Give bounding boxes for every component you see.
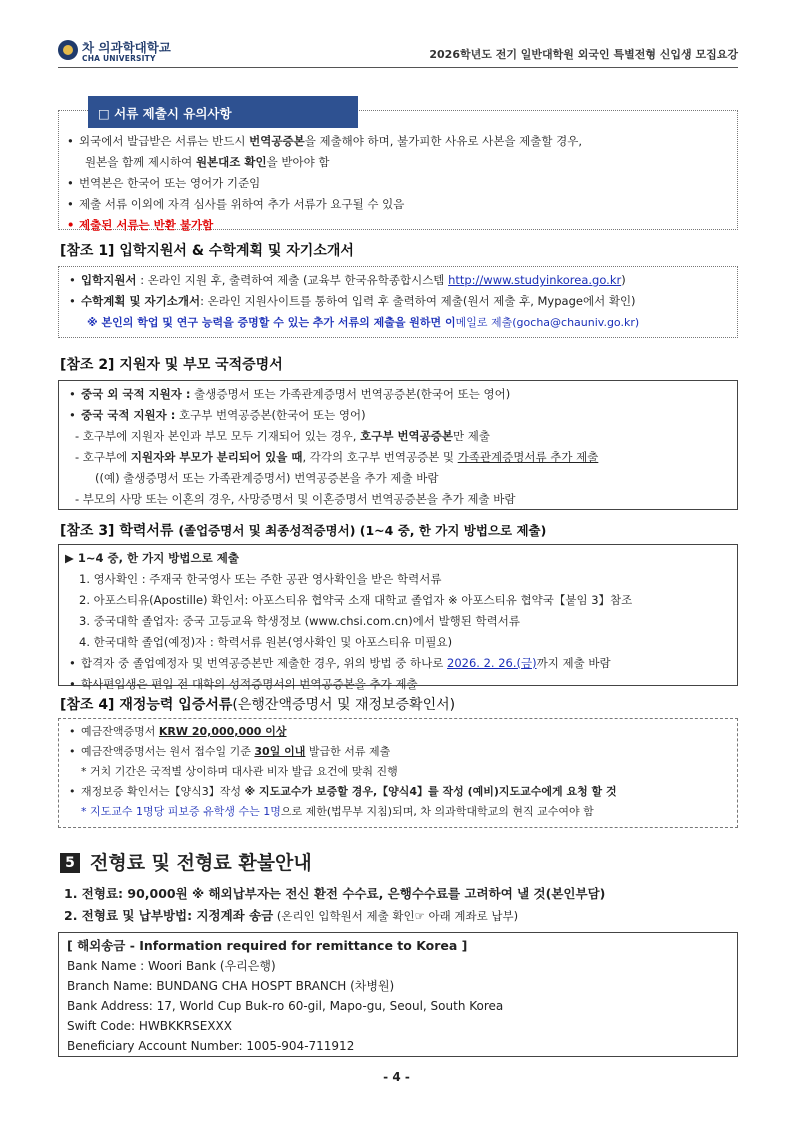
section-number-badge: 5	[60, 853, 80, 873]
notice-box	[58, 110, 738, 230]
notice-item: • 외국에서 발급받은 서류는 반드시 번역공증본을 제출해야 하며, 불가피한 사유로 사본을 제출할 경우,	[63, 131, 737, 152]
ref2-sub: - 호구부에 지원자와 부모가 분리되어 있을 때, 각각의 호구부 번역공증본 및 가족관계증명서류 추가 제출	[75, 450, 599, 464]
ref3-box	[58, 544, 738, 691]
ref2-sub: - 부모의 사망 또는 이혼의 경우, 사망증명서 및 이혼증명서 번역공증본을 추가 제출 바람	[75, 492, 516, 506]
ref2-sub: ((예) 출생증명서 또는 가족관계증명서) 번역공증본을 추가 제출 바람	[95, 471, 439, 485]
swift-code: Swift Code: HWBKKRSEXXX	[67, 1019, 232, 1033]
bank-info-box	[58, 932, 738, 1057]
brand-name-ko: 차 의과학대학교	[82, 40, 171, 55]
ref3-title: [참조 3] 학력서류 (졸업증명서 및 최종성적증명서) (1~4 중, 한 가지 방법으로 제출)	[60, 523, 547, 539]
ref1-item: • 수학계획 및 자기소개서: 온라인 지원사이트를 통하여 입력 후 출력하여 제출(원서 제출 후, Mypage에서 확인)	[65, 291, 731, 312]
ref3-method: 2. 아포스티유(Apostille) 확인서: 아포스티유 협약국 소재 대학교 졸업자 ※ 아포스티유 협약국【붙임 3】참조	[79, 593, 633, 607]
notice-item-warning: • 제출된 서류는 반환 불가함	[63, 215, 737, 236]
ref4-item: • 재정보증 확인서는【양식3】작성 ※ 지도교수가 보증할 경우,【양식4】를 작성 (예비)지도교수에게 요청 할 것	[65, 782, 731, 802]
notice-tag: □ 서류 제출시 유의사항	[88, 96, 358, 128]
bank-box-title: [ 해외송금 - Information required for remittance to Korea ]	[67, 938, 468, 953]
ref3-item: • 학사편입생은 편입 전 대학의 성적증명서의 번역공증본을 추가 제출	[65, 674, 731, 695]
document-title: 2026학년도 전기 일반대학원 외국인 특별전형 신입생 모집요강	[429, 48, 738, 61]
ref2-sub: - 호구부에 지원자 본인과 부모 모두 기재되어 있는 경우, 호구부 번역공증본만 제출	[75, 429, 490, 443]
ref2-item: • 중국 국적 지원자 : 호구부 번역공증본(한국어 또는 영어)	[65, 405, 731, 426]
studyinkorea-link[interactable]: http://www.studyinkorea.go.kr	[448, 273, 622, 287]
ref1-note: ※ 본인의 학업 및 연구 능력을 증명할 수 있는 추가 서류의 제출을 원하면 이메일로 제출(gocha@chauniv.go.kr)	[87, 316, 640, 329]
university-logo	[58, 40, 78, 60]
ref3-method: 4. 한국대학 졸업(예정)자 : 학력서류 원본(영사확인 및 아포스티유 미필요)	[79, 635, 453, 649]
ref3-method: 3. 중국대학 졸업자: 중국 고등교육 학생정보 (www.chsi.com.cn)에서 발행된 학력서류	[79, 614, 520, 628]
notice-item: • 번역본은 한국어 또는 영어가 기준임	[63, 173, 737, 194]
ref2-title: [참조 2] 지원자 및 부모 국적증명서	[60, 357, 283, 373]
page-header	[58, 38, 738, 68]
ref4-title: [참조 4] 재정능력 입증서류(은행잔액증명서 및 재정보증확인서)	[60, 697, 456, 713]
ref3-item: • 합격자 중 졸업예정자 및 번역공증본만 제출한 경우, 위의 방법 중 하나로 2026. 2. 26.(금)까지 제출 바람	[65, 653, 731, 674]
ref4-item: • 예금잔액증명서 KRW 20,000,000 이상	[65, 722, 731, 742]
ref3-method: 1. 영사확인 : 주재국 한국영사 또는 주한 공관 영사확인을 받은 학력서류	[79, 572, 442, 586]
payment-line: 2. 전형료 및 납부방법: 지정계좌 송금 (온리인 입학원서 제출 확인☞ 아래 계좌로 납부)	[64, 908, 519, 923]
notice-item-cont: 원본을 함께 제시하여 원본대조 확인을 받아야 함	[85, 155, 330, 169]
section5-heading: 5 전형료 및 전형료 환불안내	[60, 848, 312, 875]
ref1-box	[58, 266, 738, 338]
account-number: Beneficiary Account Number: 1005-904-711912	[67, 1039, 355, 1053]
ref2-item: • 중국 외 국적 지원자 : 출생증명서 또는 가족관계증명서 번역공증본(한국어 또는 영어)	[65, 384, 731, 405]
ref4-item: • 예금잔액증명서는 원서 접수일 기준 30일 이내 발급한 서류 제출	[65, 742, 731, 762]
ref3-head: ▶ 1~4 중, 한 가지 방법으로 제출	[65, 551, 239, 565]
ref4-note: * 거치 기간은 국적별 상이하며 대사관 비자 발급 요건에 맞춰 진행	[81, 765, 398, 778]
bank-name: Bank Name : Woori Bank (우리은행)	[67, 959, 276, 973]
brand-name-en: CHA UNIVERSITY	[82, 54, 156, 63]
ref4-box	[58, 718, 738, 828]
ref2-box	[58, 380, 738, 510]
ref4-note: * 지도교수 1명당 피보증 유학생 수는 1명으로 제한(법무부 지침)되며, 차 의과학대학교의 현직 교수여야 함	[81, 805, 594, 818]
notice-item: • 제출 서류 이외에 자격 심사를 위하여 추가 서류가 요구될 수 있음	[63, 194, 737, 215]
fee-line: 1. 전형료: 90,000원 ※ 해외납부자는 전신 환전 수수료, 은행수수료를 고려하여 낼 것(본인부담)	[64, 886, 606, 901]
bank-branch: Branch Name: BUNDANG CHA HOSPT BRANCH (차병원)	[67, 979, 395, 993]
bank-address: Bank Address: 17, World Cup Buk-ro 60-gil, Mapo-gu, Seoul, South Korea	[67, 999, 504, 1013]
ref1-title: [참조 1] 입학지원서 & 수학계획 및 자기소개서	[60, 243, 354, 259]
page-number: - 4 -	[383, 1070, 410, 1084]
ref1-item: • 입학지원서 : 온라인 지원 후, 출력하여 제출 (교육부 한국유학종합시스템 http://www.studyinkorea.go.kr)	[65, 270, 731, 291]
